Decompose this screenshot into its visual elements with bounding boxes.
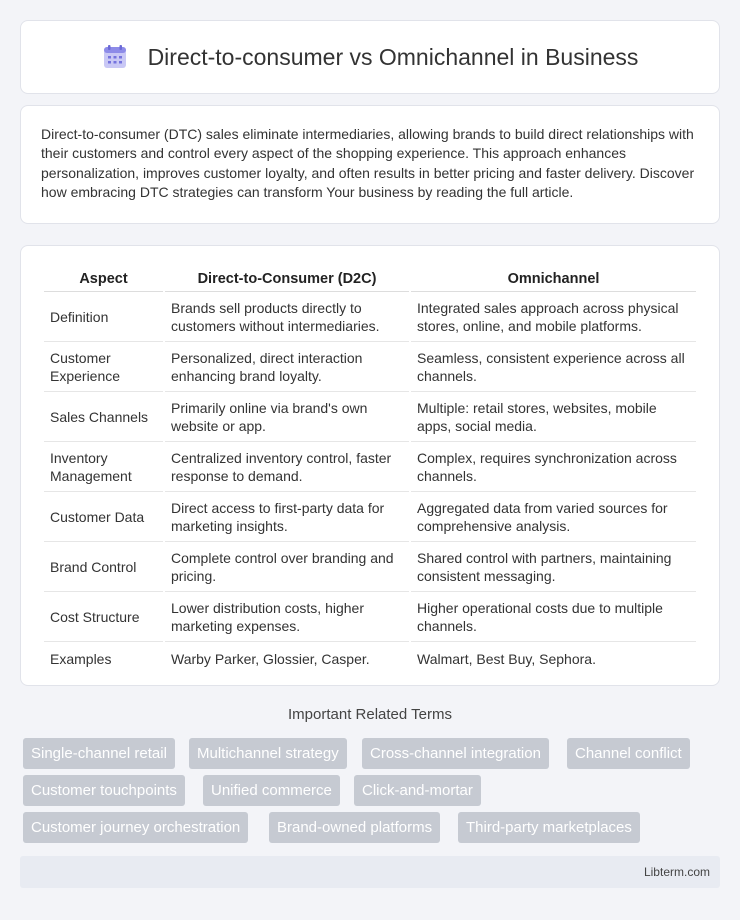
footer bbox=[20, 856, 720, 888]
cell-aspect: Brand Control bbox=[44, 543, 163, 592]
cell-omnichannel: Aggregated data from varied sources for comprehensive analysis. bbox=[411, 493, 696, 542]
cell-d2c: Primarily online via brand's own website or app. bbox=[165, 393, 409, 442]
cell-d2c: Centralized inventory control, faster response to demand. bbox=[165, 443, 409, 492]
cell-d2c: Complete control over branding and pricing. bbox=[165, 543, 409, 592]
title-card bbox=[20, 20, 720, 94]
cell-omnichannel: Shared control with partners, maintaining consistent messaging. bbox=[411, 543, 696, 592]
table-header-row bbox=[44, 267, 696, 292]
cell-d2c: Brands sell products directly to customers without intermediaries. bbox=[165, 293, 409, 342]
table-row bbox=[44, 643, 696, 674]
table-row bbox=[44, 593, 696, 642]
table-row bbox=[44, 543, 696, 592]
cell-omnichannel: Complex, requires synchronization across channels. bbox=[411, 443, 696, 492]
cell-aspect: Definition bbox=[44, 293, 163, 342]
related-term-tag[interactable]: Multichannel strategy bbox=[189, 738, 347, 769]
intro-card bbox=[20, 105, 720, 224]
calendar-icon bbox=[102, 44, 128, 70]
related-term-tag[interactable]: Channel conflict bbox=[567, 738, 690, 769]
table-row bbox=[44, 443, 696, 492]
comparison-table-card bbox=[20, 245, 720, 686]
related-term-tag[interactable]: Unified commerce bbox=[203, 775, 340, 806]
cell-d2c: Warby Parker, Glossier, Casper. bbox=[171, 650, 370, 667]
related-term-tag[interactable]: Customer touchpoints bbox=[23, 775, 185, 806]
cell-d2c: Direct access to first-party data for marketing insights. bbox=[165, 493, 409, 542]
table-row bbox=[44, 343, 696, 392]
intro-text: Direct-to-consumer (DTC) sales eliminate intermediaries, allowing brands to build direct relationships with their customers and control every aspect of the shopping experience. This approach enhances personalization, improves customer loyalty, and often results in better pricing and faster delivery. Discover how embracing DTC strategies can transform Your business by reading the full article. bbox=[41, 126, 695, 201]
related-terms-title: Important Related Terms bbox=[288, 706, 452, 723]
footer-brand-link[interactable]: Libterm.com bbox=[643, 865, 710, 879]
table-row bbox=[44, 493, 696, 542]
related-term-tag[interactable]: Third-party marketplaces bbox=[458, 812, 640, 843]
cell-aspect: Inventory Management bbox=[44, 443, 163, 492]
related-term-tag[interactable]: Customer journey orchestration bbox=[23, 812, 248, 843]
cell-aspect: Customer Data bbox=[44, 493, 163, 542]
cell-omnichannel: Integrated sales approach across physical stores, online, and mobile platforms. bbox=[411, 293, 696, 342]
cell-aspect: Cost Structure bbox=[44, 593, 163, 642]
related-term-tag[interactable]: Brand-owned platforms bbox=[269, 812, 440, 843]
comparison-table bbox=[42, 266, 698, 675]
cell-d2c: Lower distribution costs, higher marketing expenses. bbox=[165, 593, 409, 642]
cell-omnichannel: Multiple: retail stores, websites, mobile apps, social media. bbox=[411, 393, 696, 442]
cell-omnichannel: Walmart, Best Buy, Sephora. bbox=[417, 650, 596, 667]
header-omnichannel: Omnichannel bbox=[411, 267, 696, 292]
header-aspect: Aspect bbox=[44, 267, 163, 292]
table-row bbox=[44, 293, 696, 342]
cell-d2c: Personalized, direct interaction enhancing brand loyalty. bbox=[165, 343, 409, 392]
related-term-tag[interactable]: Single-channel retail bbox=[23, 738, 175, 769]
cell-omnichannel: Higher operational costs due to multiple channels. bbox=[411, 593, 696, 642]
related-term-tag[interactable]: Cross-channel integration bbox=[362, 738, 549, 769]
header-d2c: Direct-to-Consumer (D2C) bbox=[165, 267, 409, 292]
cell-aspect: Sales Channels bbox=[44, 393, 163, 442]
page-title: Direct-to-consumer vs Omnichannel in Business bbox=[147, 43, 639, 70]
related-term-tag[interactable]: Click-and-mortar bbox=[354, 775, 481, 806]
table-row bbox=[44, 393, 696, 442]
cell-aspect: Examples bbox=[50, 650, 112, 667]
cell-omnichannel: Seamless, consistent experience across all channels. bbox=[411, 343, 696, 392]
cell-aspect: Customer Experience bbox=[44, 343, 163, 392]
